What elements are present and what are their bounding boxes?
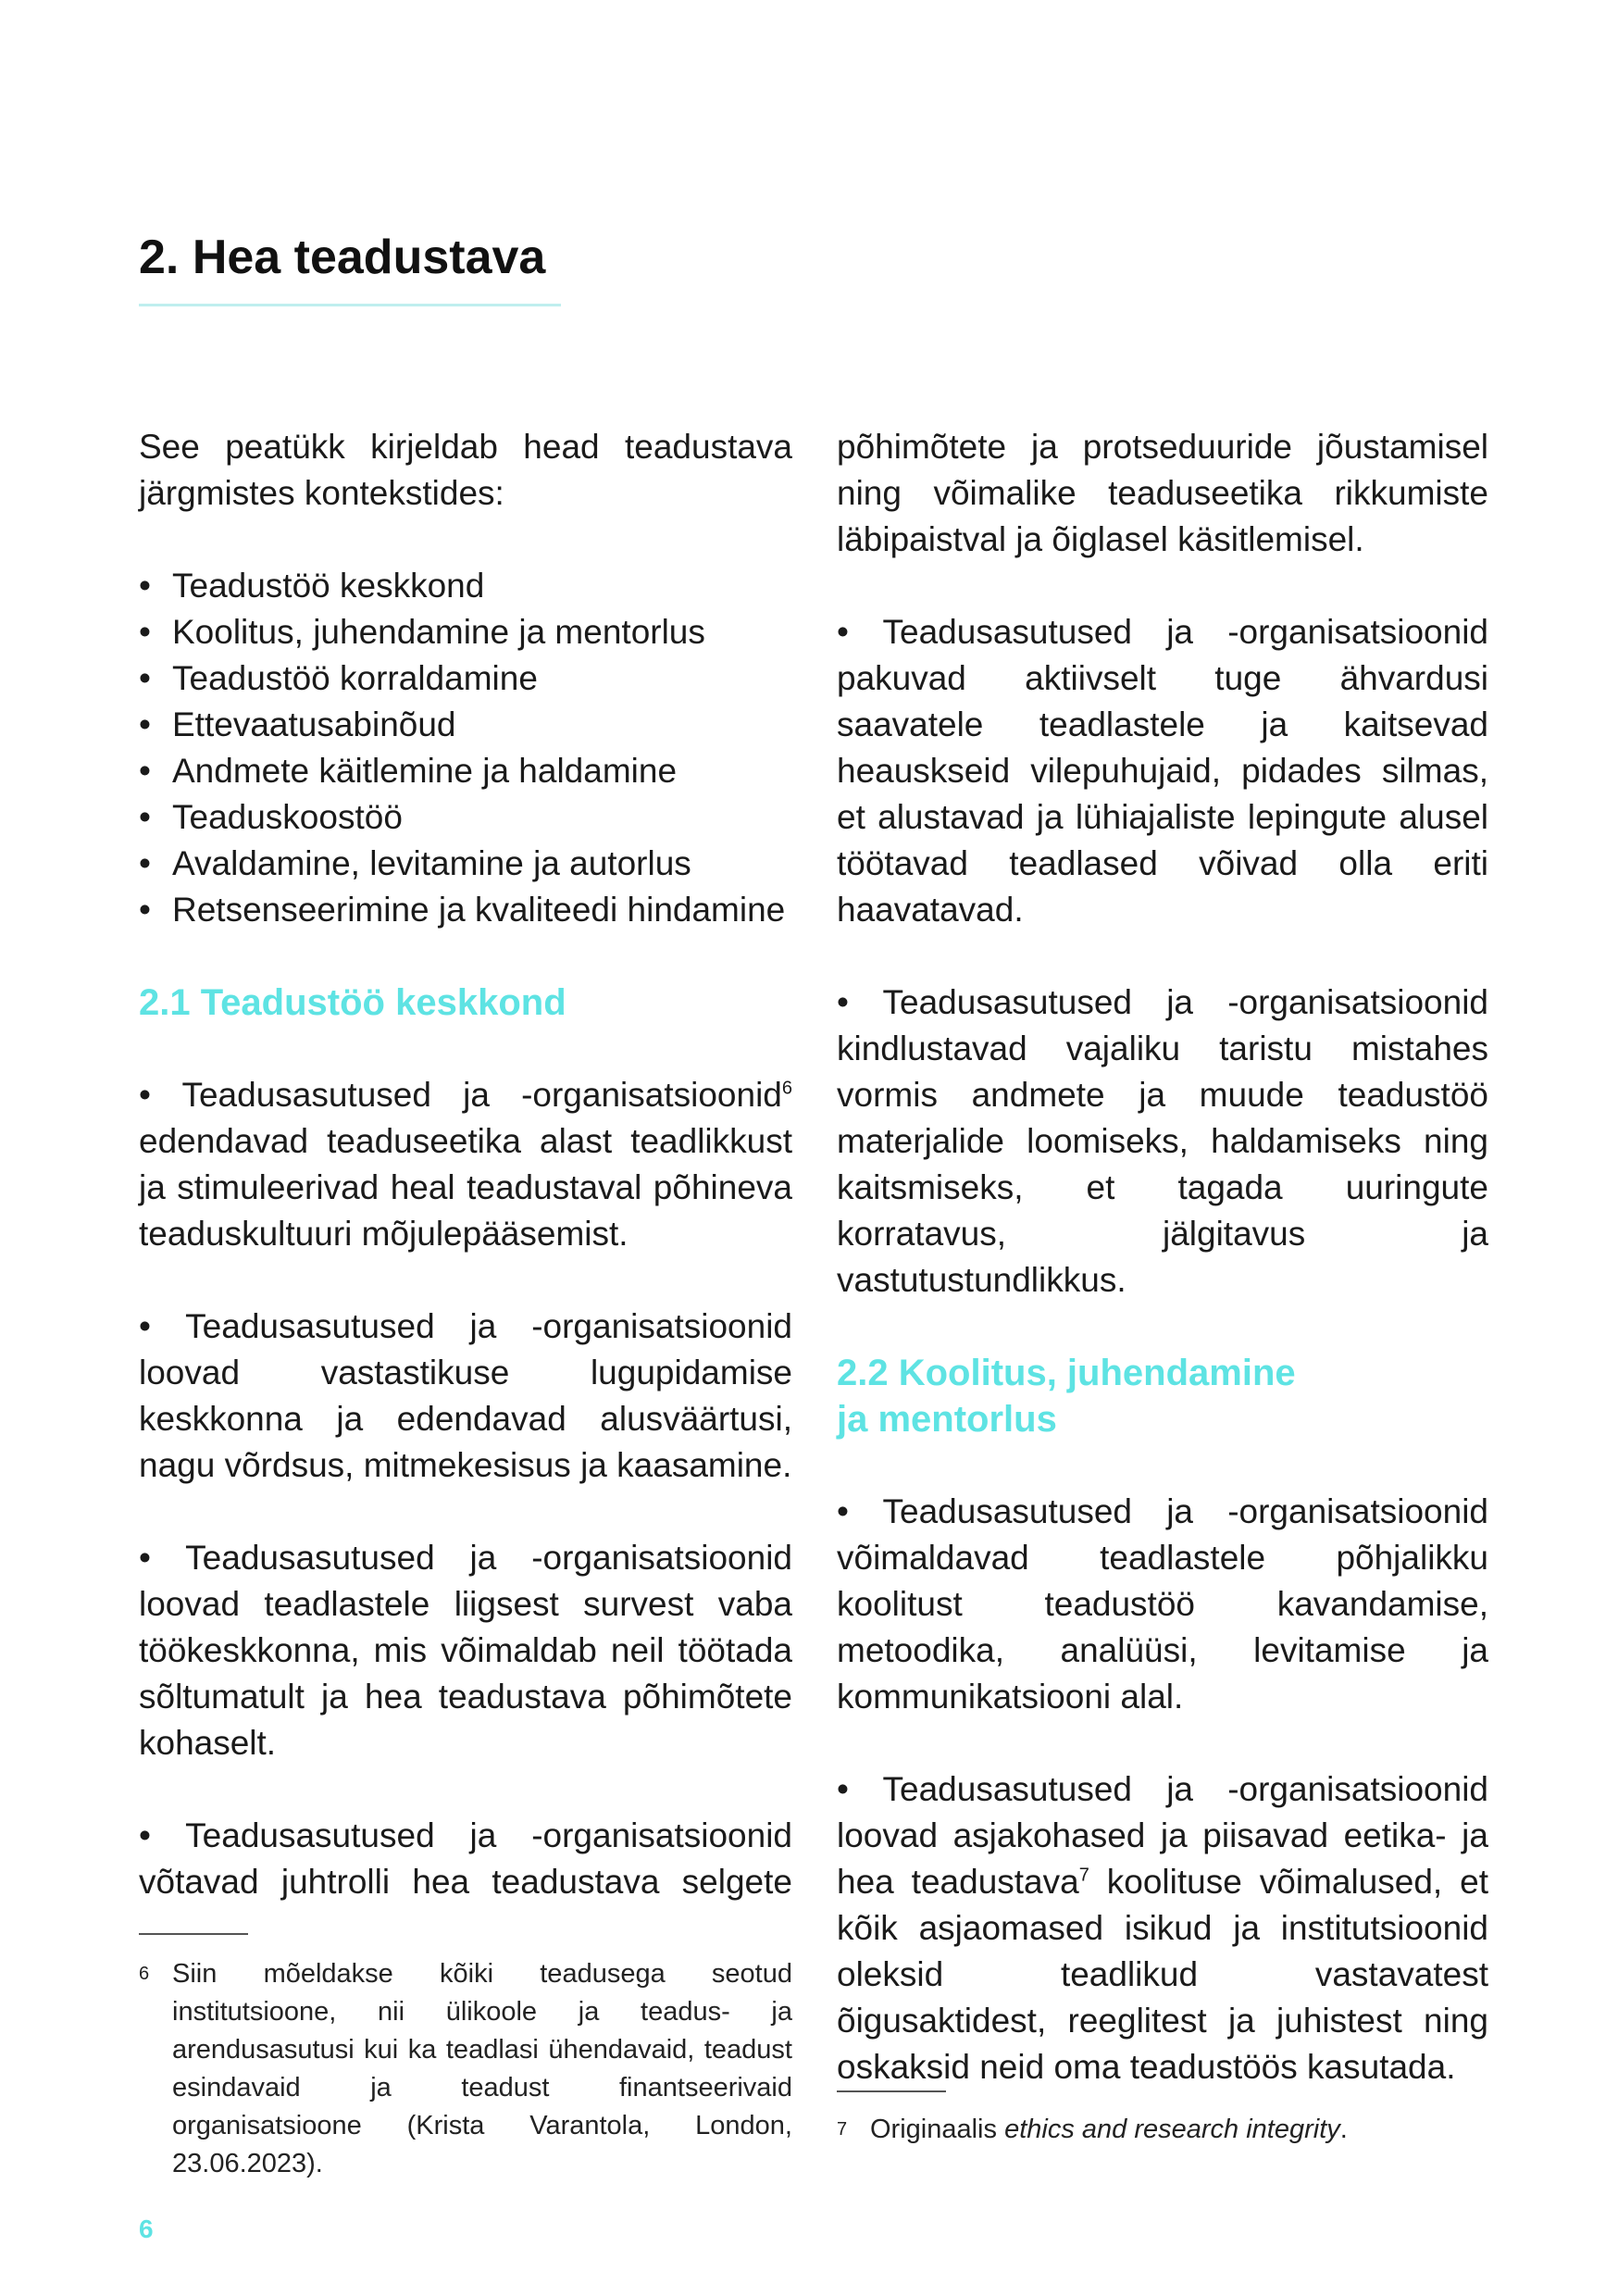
section-heading-2-1: 2.1 Teadustöö keskkond: [139, 982, 566, 1023]
page-title: 2. Hea teadustava: [139, 231, 546, 284]
body-paragraph: • Teadusasutused ja -organisatsioonid võimaldavad teadlastele põhjalikku koolitust teadustöö kavandamise, metoodika, analüüsi, levitamise ja kommunikatsiooni alal.: [837, 1492, 1488, 1716]
list-item: • Teadustöö keskkond: [139, 563, 792, 609]
body-paragraph: [139, 1072, 792, 1257]
footnote-divider: [837, 2090, 946, 2092]
body-paragraph: • Teadusasutused ja -organisatsioonid kindlustavad vajaliku taristu mistahes vormis andmete ja muude teadustöö materjalide loomiseks, haldamiseks ning kaitsmiseks, et tagada uuringute korratavus, jälgitavus ja vastutustundlikkus.: [837, 983, 1488, 1299]
intro-paragraph: See peatükk kirjeldab head teadustava järgmistes kontekstides:: [139, 428, 792, 512]
paragraph-text: • Teadusasutused ja -organisatsioonid loovad asjakohased ja piisavad eetika- ja hea teadustava: [837, 1770, 1488, 1901]
body-paragraph: [837, 1766, 1488, 2090]
list-item: • Koolitus, juhendamine ja mentorlus: [139, 609, 792, 655]
body-paragraph: • Teadusasutused ja -organisatsioonid võtavad juhtrolli hea teadustava selgete: [139, 1816, 792, 1901]
list-item: • Avaldamine, levitamine ja autorlus: [139, 841, 792, 887]
body-paragraph-continued: [837, 424, 1488, 563]
footnote-ref-7: 7: [1078, 1865, 1089, 1886]
footnote-number: 6: [139, 1964, 150, 1984]
footnote-suffix: .: [1339, 2115, 1348, 2144]
paragraph-text: edendavad teaduseetika alast teadlikkust ja stimuleerivad heal teadustaval põhineva teaduskultuuri mõjulepääsemist.: [139, 1122, 792, 1253]
paragraph-text: • Teadusasutused ja -organisatsioonid: [139, 1076, 782, 1114]
paragraph-continuation: põhimõtete ja protseduuride jõustamisel ning võimalike teaduseetika rikkumiste läbipaistval ja õiglasel käsitlemisel.: [837, 428, 1488, 558]
page-number: 6: [139, 2215, 154, 2243]
paragraph-text: koolituse võimalused, et kõik asjaomased isikud ja institutsioonid oleksid teadlikud vastavatest õigusaktidest, reeglitest ja juhistest ning oskaksid neid oma teadustöös kasutada.: [837, 1863, 1488, 2086]
footnote-divider: [139, 1933, 248, 1935]
body-paragraph: • Teadusasutused ja -organisatsioonid loovad vastastikuse lugupidamise keskkonna ja edendavad alusväärtusi, nagu võrdsus, mitmekesisus ja kaasamine.: [139, 1307, 792, 1484]
list-item: • Andmete käitlemine ja haldamine: [139, 748, 792, 794]
list-item: • Retsenseerimine ja kvaliteedi hindamine: [139, 887, 792, 933]
section-heading-line: ja mentorlus: [837, 1399, 1057, 1440]
list-item: • Ettevaatusabinõud: [139, 702, 792, 748]
section-heading-line: 2.2 Koolitus, juhendamine: [837, 1353, 1296, 1393]
left-column: [139, 424, 792, 1905]
footnote-italic: ethics and research integrity: [1004, 2115, 1340, 2144]
list-item: • Teaduskoostöö: [139, 794, 792, 841]
footnote-6: [139, 1955, 792, 2183]
context-list: [139, 563, 792, 933]
footnote-text: Siin mõeldakse kõiki teadusega seotud institutsioone, nii ülikoole ja teadus- ja arendusasutusi kui ka teadlasi ühendavaid, teadust esindavaid ja teadust finantseerivaid organisatsioone (Krista Varantola, London, 23.06.2023).: [172, 1959, 792, 2178]
footnote-7: [837, 2111, 1488, 2149]
body-paragraph: • Teadusasutused ja -organisatsioonid pakuvad aktiivselt tuge ähvardusi saavatele teadlastele ja kaitsevad heauskseid vilepuhujaid, pidades silmas, et alustavad ja lühiajaliste lepingute alusel töötavad teadlased võivad olla eriti haavatavad.: [837, 613, 1488, 929]
section-heading-2-2: [837, 1350, 1488, 1442]
footnote-text: [837, 2111, 1488, 2149]
body-paragraph: • Teadusasutused ja -organisatsioonid loovad teadlastele liigsest survest vaba töökeskkonna, mis võimaldab neil töötada sõltumatult ja hea teadustava põhimõtete kohaselt.: [139, 1539, 792, 1762]
footnote-ref-6: 6: [781, 1078, 792, 1099]
right-column: [837, 424, 1488, 2090]
footnote-number: 7: [837, 2119, 848, 2140]
list-item: • Teadustöö korraldamine: [139, 655, 792, 702]
title-underline: [139, 304, 561, 306]
footnote-prefix: Originaalis: [870, 2115, 997, 2144]
